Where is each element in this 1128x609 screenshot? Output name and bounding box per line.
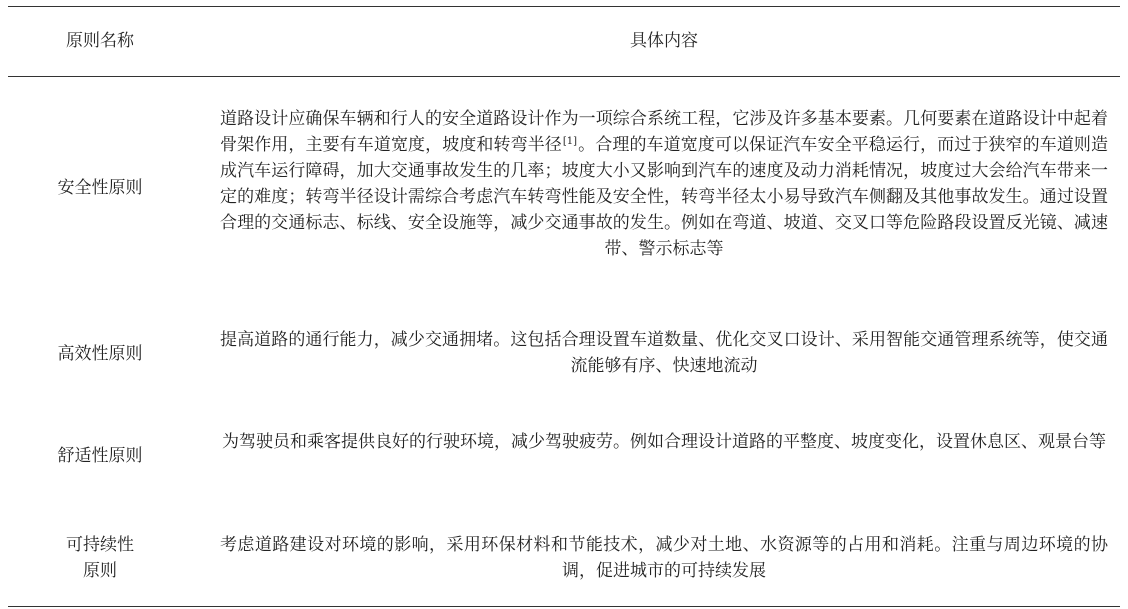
citation-ref[interactable]: [1] xyxy=(562,136,578,147)
header-specific-content: 具体内容 xyxy=(630,31,698,51)
principles-table xyxy=(8,6,1120,607)
row-content: 为驾驶员和乘客提供良好的行驶环境，减少驾驶疲劳。例如合理设计道路的平整度、坡度变化，设置休息区、观景台等 xyxy=(222,432,1106,452)
header-principle-name: 原则名称 xyxy=(66,31,134,51)
row-principle-name: 可持续性 原则 xyxy=(66,535,134,581)
row-content: 道路设计应确保车辆和行人的安全道路设计作为一项综合系统工程，它涉及许多基本要素。几何要素在道路设计中起着骨架作用，主要有车道宽度，坡度和转弯半径[1]。合理的车道宽度可以保证汽车安全平稳运行，而过于狭窄的车道则造成汽车运行障碍，加大交通事故发生的几率；坡度大小又影响到汽车的速度及动力消耗情况，坡度过大会给汽车带来一定的难度；转弯半径设计需综合考虑汽车转弯性能及安全性，转弯半径太小易导致汽车侧翻及其他事故发生。通过设置合理的交通标志、标线、安全设施等，减少交通事故的发生。例如在弯道、坡道、交叉口等危险路段设置反光镜、减速带、警示标志等 xyxy=(220,109,1109,259)
row-content: 提高道路的通行能力，减少交通拥堵。这包括合理设置车道数量、优化交叉口设计、采用智能交通管理系统等，使交通流能够有序、快速地流动 xyxy=(220,330,1108,376)
table-header xyxy=(8,7,1120,77)
row-principle-name: 安全性原则 xyxy=(57,178,143,198)
row-content: 考虑道路建设对环境的影响，采用环保材料和节能技术，减少对土地、水资源等的占用和消耗。注重与周边环境的协调，促进城市的可持续发展 xyxy=(220,535,1108,581)
row-principle-name: 舒适性原则 xyxy=(57,446,143,466)
row-principle-name: 高效性原则 xyxy=(57,344,143,364)
